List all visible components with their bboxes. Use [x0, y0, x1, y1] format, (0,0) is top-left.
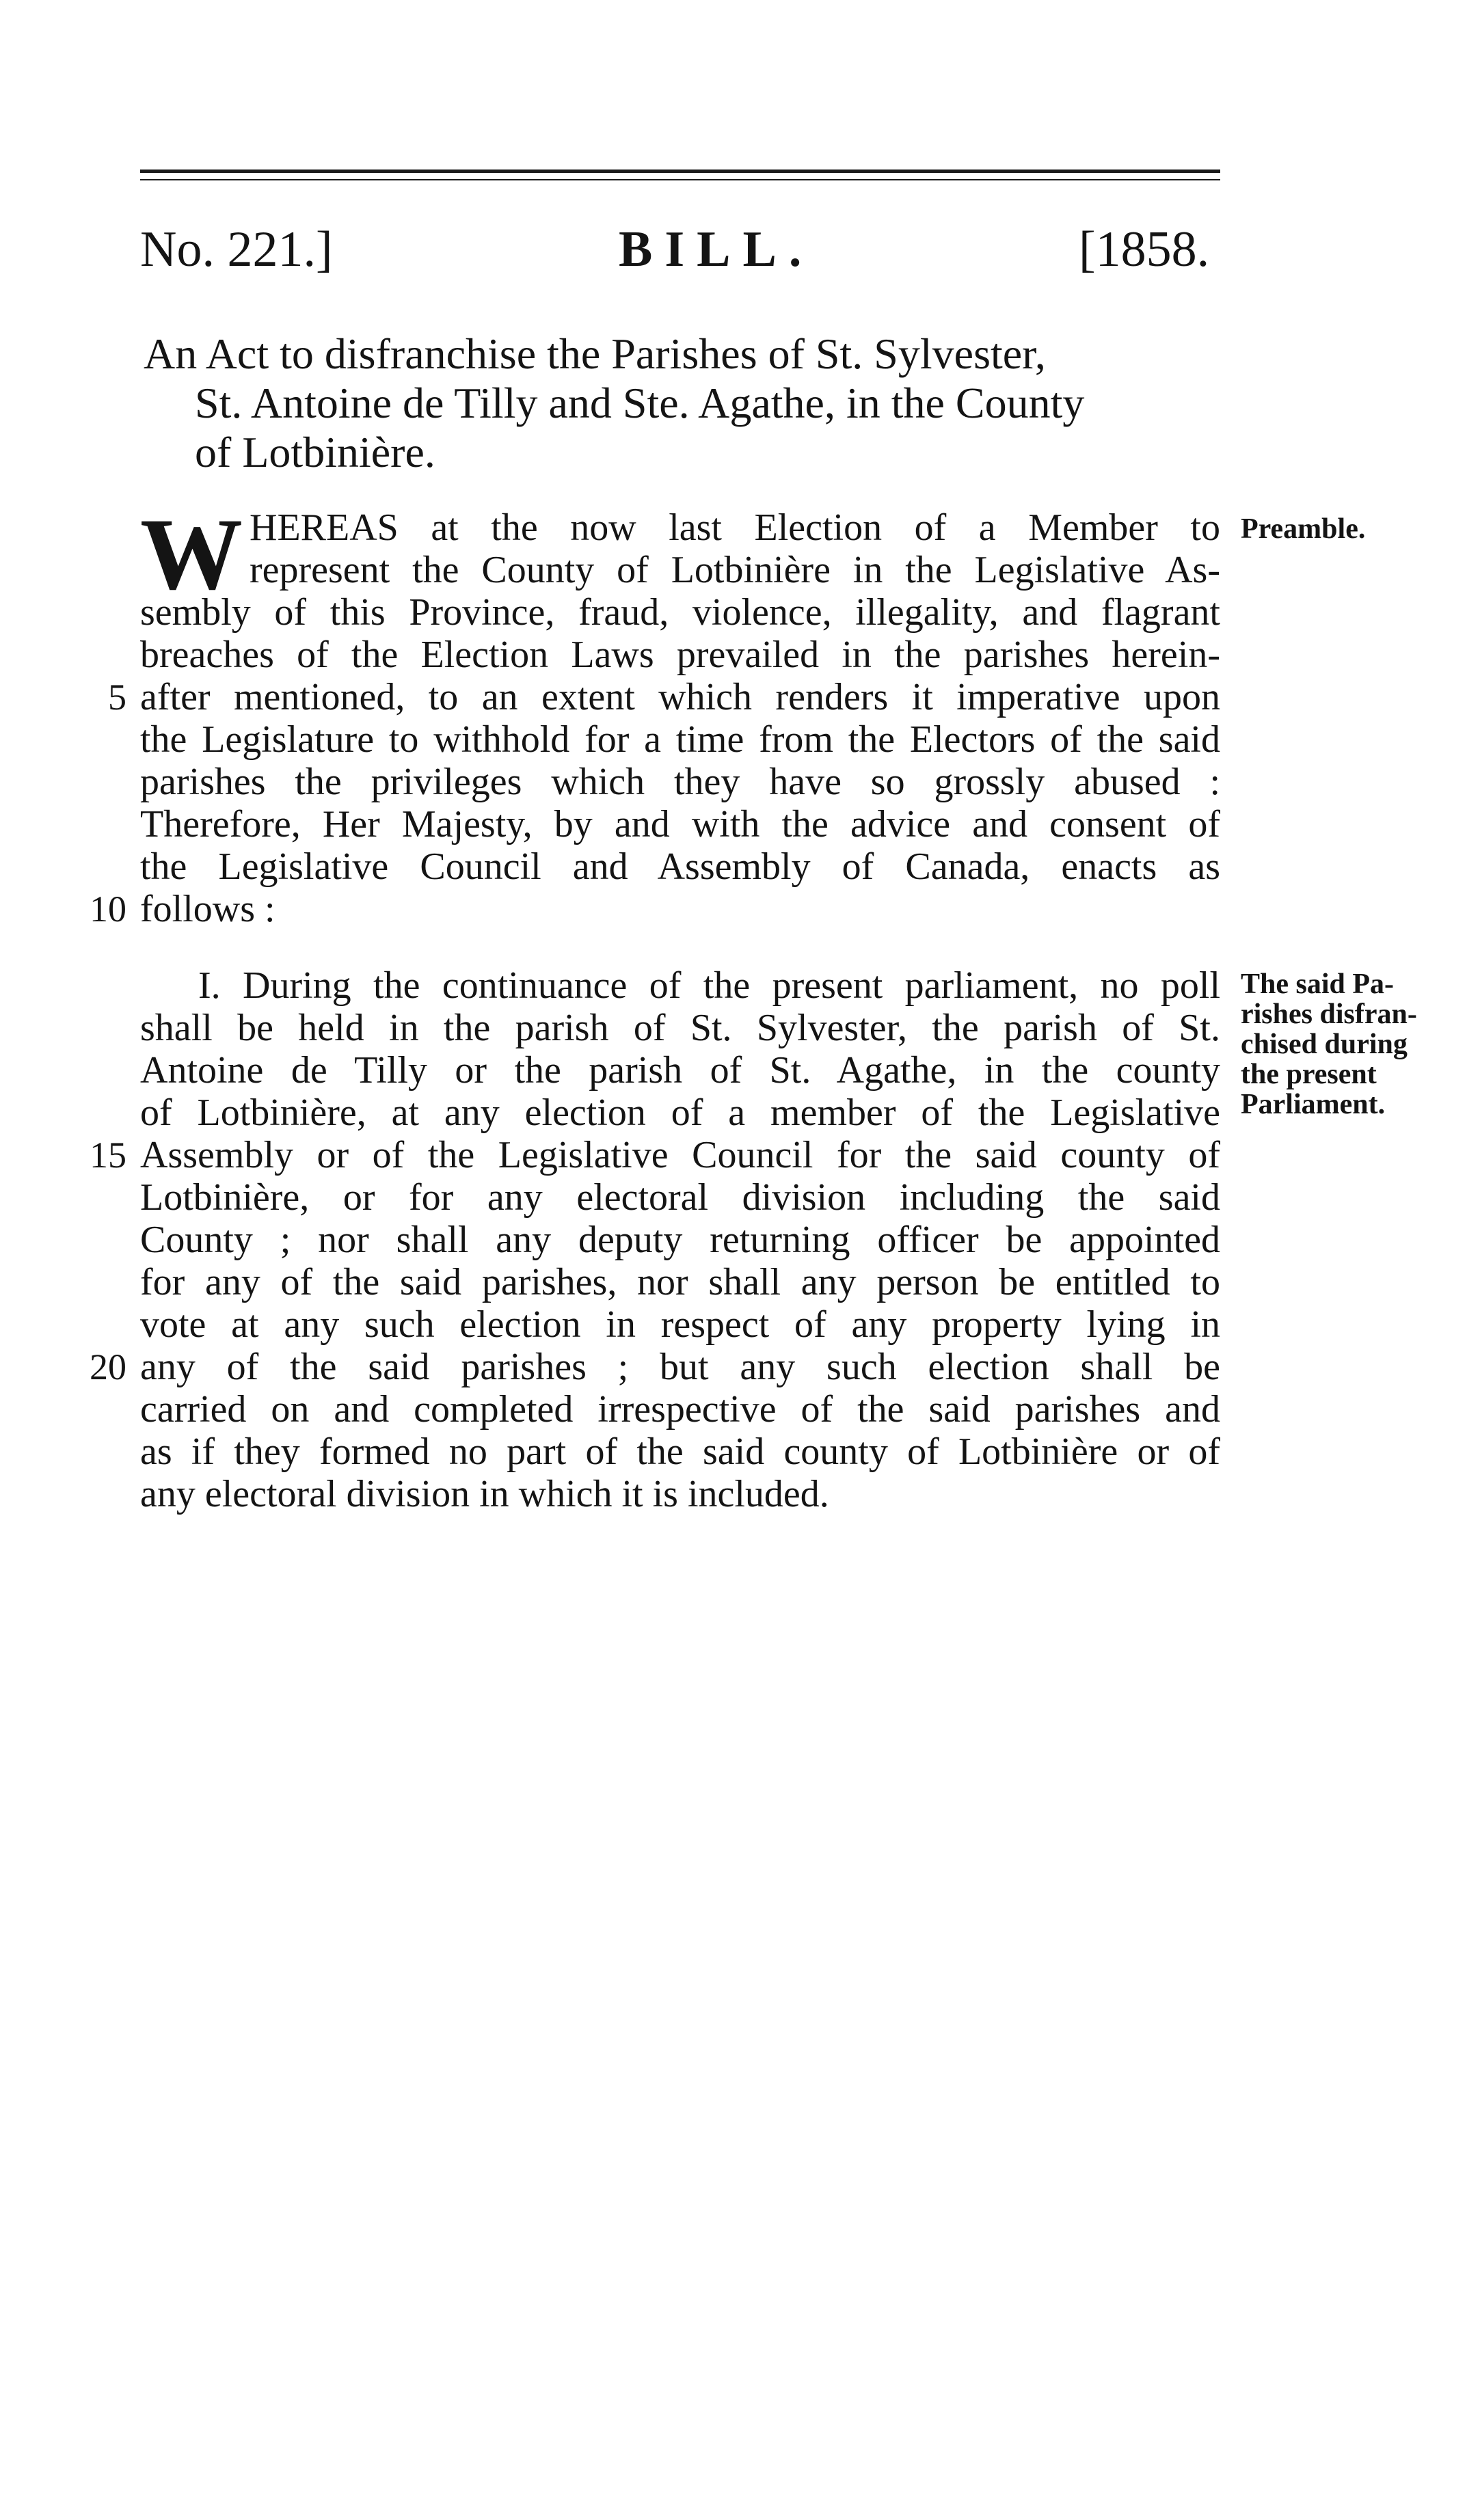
preamble-line: the Legislative Council and Assembly of Canada, enacts as	[140, 845, 1220, 888]
header-rule-bottom	[140, 179, 1220, 180]
act-title-line: of Lotbinière.	[195, 428, 435, 476]
preamble-line: Therefore, Her Majesty, by and with the advice and consent of	[140, 803, 1220, 845]
drop-cap: W	[140, 498, 243, 611]
preamble-line: breaches of the Election Laws prevailed in the parishes herein-	[140, 634, 1220, 676]
section-line: County ; nor shall any deputy returning officer be appointed	[140, 1219, 1220, 1261]
section-line: of Lotbinière, at any election of a member of the Legislative	[140, 1092, 1220, 1134]
line-number: 20	[90, 1346, 126, 1387]
section-line: Lotbinière, or for any electoral division including the said	[140, 1176, 1220, 1219]
section-line: carried on and completed irrespective of the said parishes and	[140, 1388, 1220, 1431]
bill-year: [1858.	[1079, 221, 1210, 277]
line-number: 5	[108, 677, 126, 718]
margin-note-preamble: Preamble.	[1241, 513, 1366, 545]
act-title-line: An Act to disfranchise the Parishes of St. Sylvester,	[144, 329, 1046, 378]
preamble-line: after mentioned, to an extent which renders it imperative upon	[140, 676, 1220, 718]
section-line: as if they formed no part of the said county of Lotbinière or of	[140, 1431, 1220, 1473]
section-line: Assembly or of the Legislative Council for the said county of	[140, 1134, 1220, 1176]
line-number: 15	[90, 1135, 126, 1176]
preamble-line: sembly of this Province, fraud, violence, illegality, and flagrant	[140, 591, 1220, 634]
section-line: shall be held in the parish of St. Sylvester, the parish of St.	[140, 1007, 1220, 1049]
margin-note-section: the present	[1241, 1059, 1377, 1090]
preamble-line: follows :	[140, 888, 275, 930]
section-line: I. During the continuance of the present parliament, no poll	[198, 964, 1220, 1007]
header-rule-top	[140, 170, 1220, 173]
section-line: any electoral division in which it is included.	[140, 1473, 829, 1515]
preamble-line: the Legislature to withhold for a time from the Electors of the said	[140, 718, 1220, 761]
bill-number: No. 221.]	[140, 221, 333, 277]
margin-note-section: The said Pa-	[1241, 968, 1395, 1000]
preamble-line: HEREAS at the now last Election of a Member to	[250, 506, 1220, 549]
section-line: for any of the said parishes, nor shall any person be entitled to	[140, 1261, 1220, 1303]
margin-note-section: chised during	[1241, 1029, 1408, 1060]
line-number: 10	[90, 889, 126, 930]
margin-note-section: Parliament.	[1241, 1089, 1386, 1120]
section-line: any of the said parishes ; but any such election shall be	[140, 1346, 1220, 1388]
preamble-line: represent the County of Lotbinière in the Legislative As-	[250, 549, 1220, 591]
section-line: vote at any such election in respect of any property lying in	[140, 1303, 1220, 1346]
margin-note-section: rishes disfran-	[1241, 999, 1417, 1030]
preamble-line: parishes the privileges which they have so grossly abused :	[140, 761, 1220, 803]
section-line: Antoine de Tilly or the parish of St. Agathe, in the county	[140, 1049, 1220, 1092]
act-title-line: St. Antoine de Tilly and Ste. Agathe, in the County	[195, 379, 1085, 427]
bill-label: BILL.	[619, 221, 814, 277]
